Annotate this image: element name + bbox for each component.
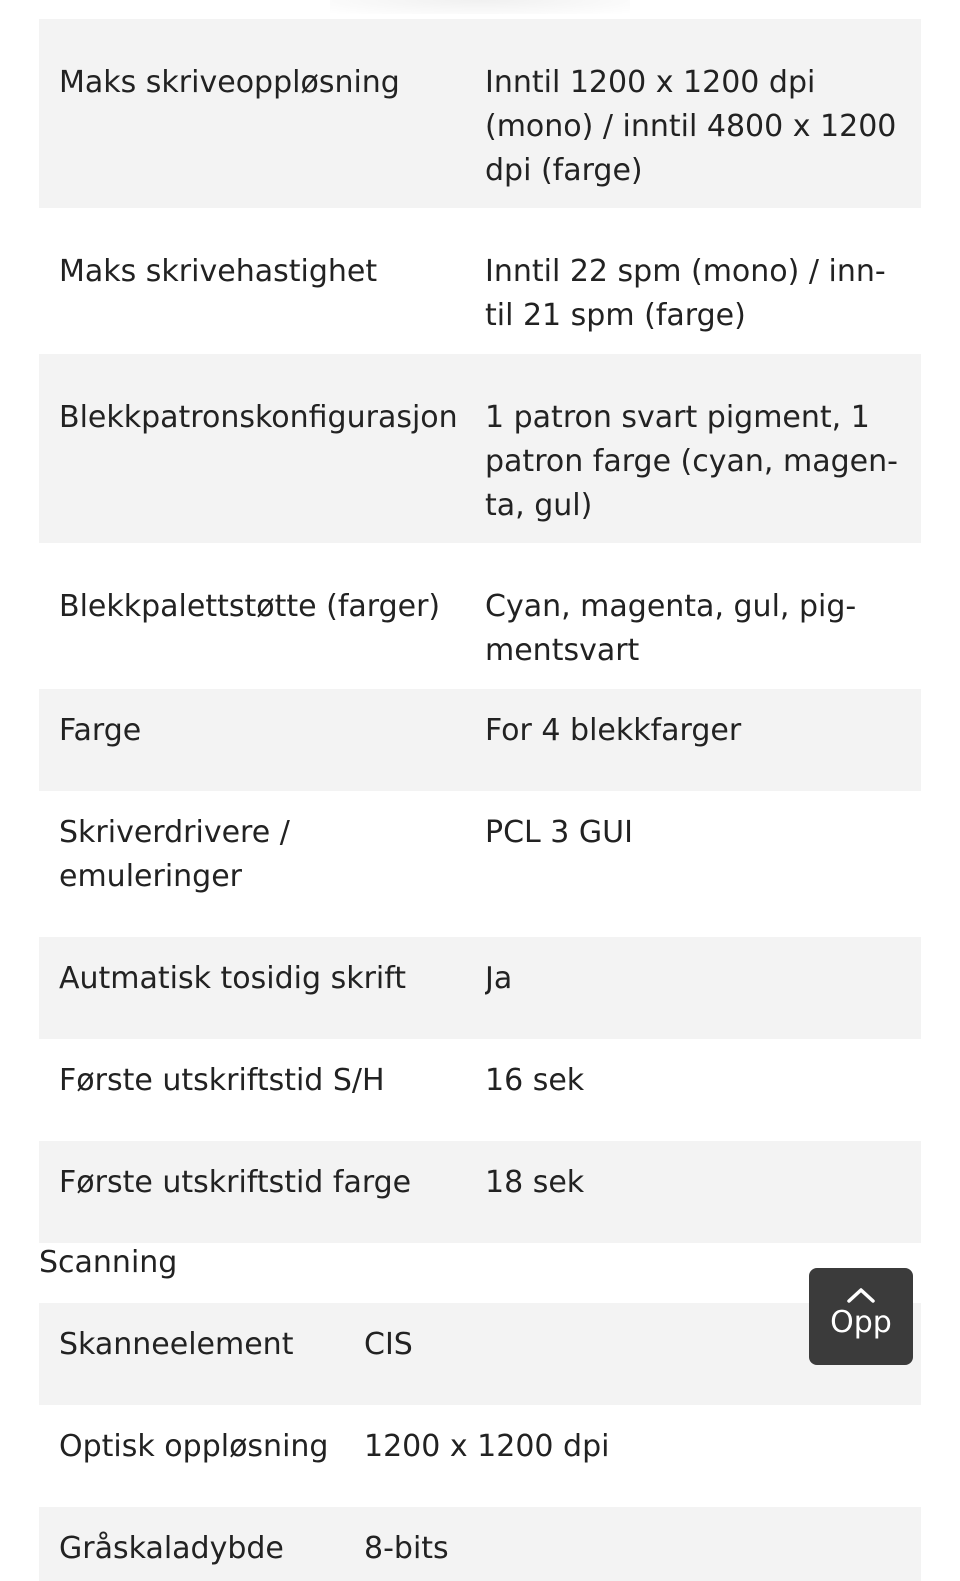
spec-value: 16 sek [485,1063,585,1098]
spec-value: 1 patron svart pigment, 1 patron farge (cyan, magenta, gul) [485,400,898,523]
spec-value: 18 sek [485,1165,585,1200]
spec-label: Blekkpalettstøtte (farger) [59,589,441,624]
spec-value: 8-bits [364,1531,449,1566]
table-row [39,208,921,354]
section-title-scanning: Scanning [39,1245,178,1280]
spec-label: Gråskaladybde [59,1531,284,1566]
table-row [39,543,921,689]
spec-value: Ja [485,961,513,996]
table-row [39,1405,921,1507]
table-row [39,1141,921,1243]
spec-value: CIS [364,1327,413,1362]
print-specs-table [39,19,921,1243]
scroll-to-top-button[interactable] [809,1268,913,1365]
top-shadow [330,0,630,14]
spec-label: Skanneelement [59,1327,294,1362]
spec-value: Inntil 22 spm (mono) / inntil 21 spm (farge) [485,254,886,333]
spec-label: Blekkpatronskonfigurasjon [59,400,458,435]
spec-label: Optisk oppløsning [59,1429,329,1464]
table-row [39,1039,921,1141]
table-row [39,937,921,1039]
table-row [39,19,921,208]
spec-label: Maks skriveoppløsning [59,65,400,100]
spec-label: Farge [59,713,142,748]
spec-value: PCL 3 GUI [485,815,633,850]
spec-label: Første utskriftstid S/H [59,1063,385,1098]
table-row [39,354,921,543]
spec-value: 1200 x 1200 dpi [364,1429,610,1464]
table-row [39,1507,921,1581]
scanning-specs-table [39,1303,921,1581]
table-row [39,689,921,791]
chevron-up-icon [846,1286,876,1304]
spec-label: Autmatisk tosidig skrift [59,961,407,996]
table-row [39,1303,921,1405]
spec-value: For 4 blekkfarger [485,713,742,748]
spec-value: Cyan, magenta, gul, pigmentsvart [485,589,857,668]
spec-label: Første utskriftstid farge [59,1165,412,1200]
spec-label: Skriverdrivere / emuleringer [59,815,290,894]
scroll-to-top-label: Opp [830,1305,892,1340]
spec-label: Maks skrivehastighet [59,254,378,289]
table-row [39,791,921,937]
spec-value: Inntil 1200 x 1200 dpi (mono) / inntil 4800 x 1200 dpi (farge) [485,65,897,188]
